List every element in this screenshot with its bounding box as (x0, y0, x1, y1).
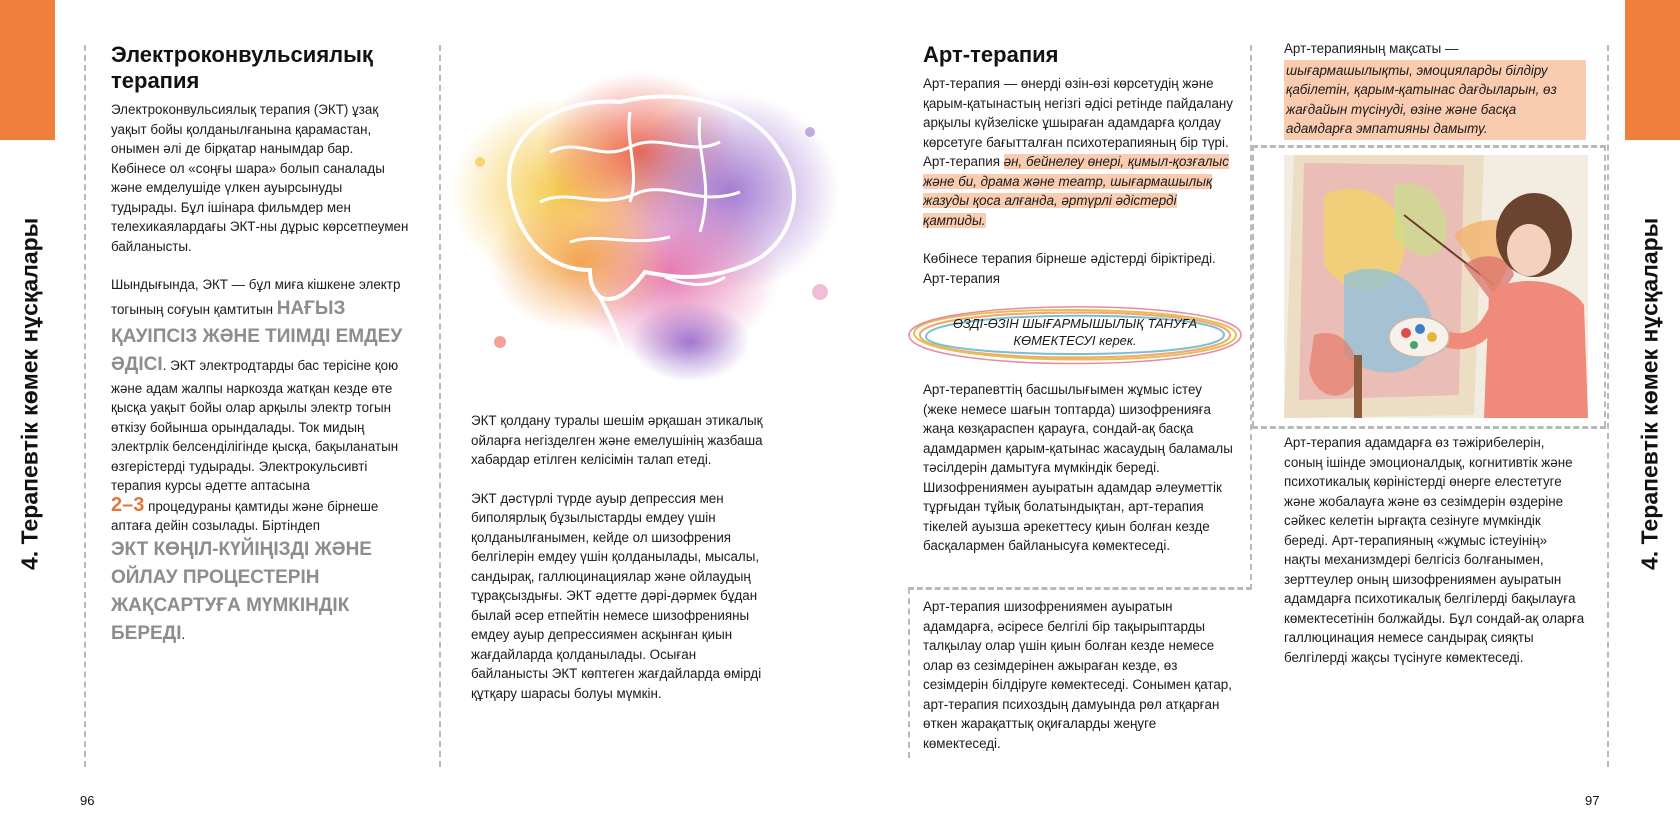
orange-tab-left (0, 0, 55, 140)
art-methods-highlight: ән, бейнелеу өнері, қимыл-қозғалыс және би, драма және театр, шығармашылық жазуды қоса алғанда, әртүрлі әдістерді қамтиды. (923, 154, 1229, 228)
art-intro-start: Арт-терапия — өнерді өзін-өзі көрсетудің және қарым-қатынастың негізгі әдісі ретінде пайдалану арқылы күйзеліске ұшыраған адамдарға қолдау көрсетуге бағытталған психотерапияның бір түрі. Арт-терапия (923, 76, 1233, 169)
ect-improve-emphasis: ЭКТ КӨҢІЛ-КҮЙІҢІЗДІ ЖӘНЕ ОЙЛАУ ПРОЦЕСТЕРІН ЖАҚСАРТУҒА МҮМКІНДІК БЕРЕДІ (111, 538, 372, 644)
ect-column-2 (471, 411, 771, 703)
page-number-right: 97 (1585, 793, 1600, 808)
art-therapy-box (923, 597, 1233, 753)
ect-usage-paragraph: ЭКТ дәстүрлі түрде ауыр депрессия мен биполярлық бұзылыстарды емдеу үшін қолданылғанымен, кейде ол шизофрения белгілерін емдеу үшін қолданылады, мысалы, сандырақ, галлюцинациялар және ойлаудың тұрақсыздығы. ЭКТ әдетте дәрі-дәрмек бұдан былай әсер етпейтін немесе шизофренияны емдеу ауыр депрессиямен асқынған қиын жағдайларда қолданылады. Осыған байланысты ЭКТ көптеген жағдайларда өмірді құтқару шарасы болуы мүмкін. (471, 490, 762, 701)
divider-photo-top (1252, 145, 1606, 148)
art-therapy-col1-lower (923, 380, 1233, 556)
divider-box-top (908, 587, 1252, 590)
page-number-left: 96 (80, 793, 95, 808)
art-feelings-paragraph: Арт-терапия шизофрениямен ауыратын адамдарға, әсіресе белгілі бір тақырыптарды талқылау олар үшін қиын болған кезде немесе олар өз сезімдерінен ажыраған кезде, өз сезімдерін білдіруге көмектеседі. Сонымен қатар, арт-терапия психоздың дамуында рөл атқарған өткен жарақаттық оқиғаларды жеңуге көмектеседі. (923, 599, 1232, 751)
brain-illustration (440, 42, 860, 412)
art-combine-paragraph: Көбінесе терапия бірнеше әдістерді біріктіреді. Арт-терапия (923, 251, 1216, 286)
ect-p2-end: . (181, 626, 186, 642)
divider-box-left (908, 588, 910, 758)
art-therapy-heading: Арт-терапия (923, 42, 1059, 67)
art-goal (1284, 39, 1586, 140)
ect-section (111, 42, 411, 648)
woman-painting-icon (1284, 155, 1588, 418)
art-goal-label: Арт-терапияның мақсаты — (1284, 41, 1459, 56)
ect-intro: Электроконвульсиялық терапия (ЭКТ) ұзақ уақыт бойы қолданылғанына қарамастан, онымен әлі де бірқатар нанымдар бар. Көбінесе ол «соңғы шара» болып саналады және емделушіде үлкен ауырсынуды тудырады. Бұл ішінара фильмдер мен телехикаялардағы ЭКТ-ны дұрыс көрсетпеумен байланысты. (111, 102, 409, 254)
ect-paragraph-2 (111, 275, 411, 648)
ect-procedure-count: 2–3 (111, 493, 145, 516)
painter-illustration (1284, 155, 1588, 418)
banner-text (940, 315, 1210, 349)
ect-safe-emphasis: НАҒЫЗ ҚАУІПСІЗ ЖӘНЕ ТИІМДІ ЕМДЕУ ӘДІСІ (111, 297, 403, 375)
side-title-left: 4. Терапевтік көмек нұсқалары (16, 217, 43, 570)
art-mechanism-paragraph: Арт-терапия адамдарға өз тәжірибелерін, соның ішінде эмоционалдық, когнитивтік және психотикалық көріністерді өнерге елестетуге және жобалауға және өз сезімдерін өздеріне сәйкес келетін ырғақта сезінуге мүмкіндік береді. Арт-терапияның «жұмыс істеуінің» нақты механизмдері белгісіз болғанымен, зерттеулер оның шизофрениямен ауыратын адамдарға психотикалық белгілерді бақылауға көмектесетінін болжайды. Бұл сондай-ақ оларға галлюцинация немесе сандырақ сияқты белгілерді жақсы түсінуге көмектеседі. (1284, 435, 1585, 665)
side-title-right: 4. Терапевтік көмек нұсқалары (1636, 217, 1663, 570)
banner-tail: керек. (1095, 333, 1137, 348)
orange-tab-right (1625, 0, 1680, 140)
banner-caps: ӨЗДІ-ӨЗІН ШЫҒАРМЫШЫЛЫҚ ТАНУҒА КӨМЕКТЕСУІ (952, 316, 1198, 348)
divider-right-outer (1607, 45, 1609, 767)
divider-left-outer (84, 45, 86, 767)
brain-watercolor-icon (440, 42, 860, 412)
ect-p2-start: Шындығында, ЭКТ — бұл миға кішкене электр тогының соғуын қамтитын (111, 277, 401, 317)
art-goal-highlight: шығармашылықты, эмоцияларды білдіру қабілетін, қарым-қатынас дағдыларын, өз жағдайын түсінуді, өзіне және басқа адамдарға эмпатияны дамыту. (1284, 60, 1586, 140)
ect-consent-paragraph: ЭКТ қолдану туралы шешім әрқашан этикалық ойларға негізделген және емелушінің жазбаша хабардар етілген келісімін талап етеді. (471, 413, 763, 467)
divider-photo-right (1604, 145, 1606, 427)
divider-photo-bottom (1252, 426, 1606, 429)
self-discovery-banner (900, 295, 1250, 373)
art-therapy-section (923, 42, 1233, 288)
ect-p2-after: процедураны қамтиды және бірнеше аптаға дейін созылады. Біртіндеп (111, 498, 379, 533)
divider-photo-left (1252, 145, 1254, 427)
art-therapy-col2 (1284, 433, 1586, 667)
ect-heading: Электроконвульсиялық терапия (111, 42, 373, 93)
ect-p2-mid: . ЭКТ электродтарды бас терісіне қою және адам жалпы наркозда жатқан кезде өте қысқа уақыт бойы олар арқылы электр тогын өткізу бойынша орындалады. Ток мидың электрлік белсенділігінде қысқа, бақыланатын өзгерістерді тудырады. Электрокульсивті терапия курсы әдетте аптасына (111, 357, 399, 493)
art-therapy-intro (923, 74, 1233, 230)
art-guidance-paragraph: Арт-терапевттің басшылығымен жұмыс істеу (жеке немесе шағын топтарда) шизофренияға жаңа көзқараспен қарауға, сондай-ақ басқа адамдармен қарым-қатынас жасаудың баламалы тәсілдерін дамытуға мүмкіндік береді. Шизофрениямен ауыратын адамдар әлеуметтік тұрғыдан тұйық болатындықтан, арт-терапия тікелей ауызша әрекеттесу қиын болған кезде басқалармен байланысуға көмектеседі. (923, 382, 1233, 553)
